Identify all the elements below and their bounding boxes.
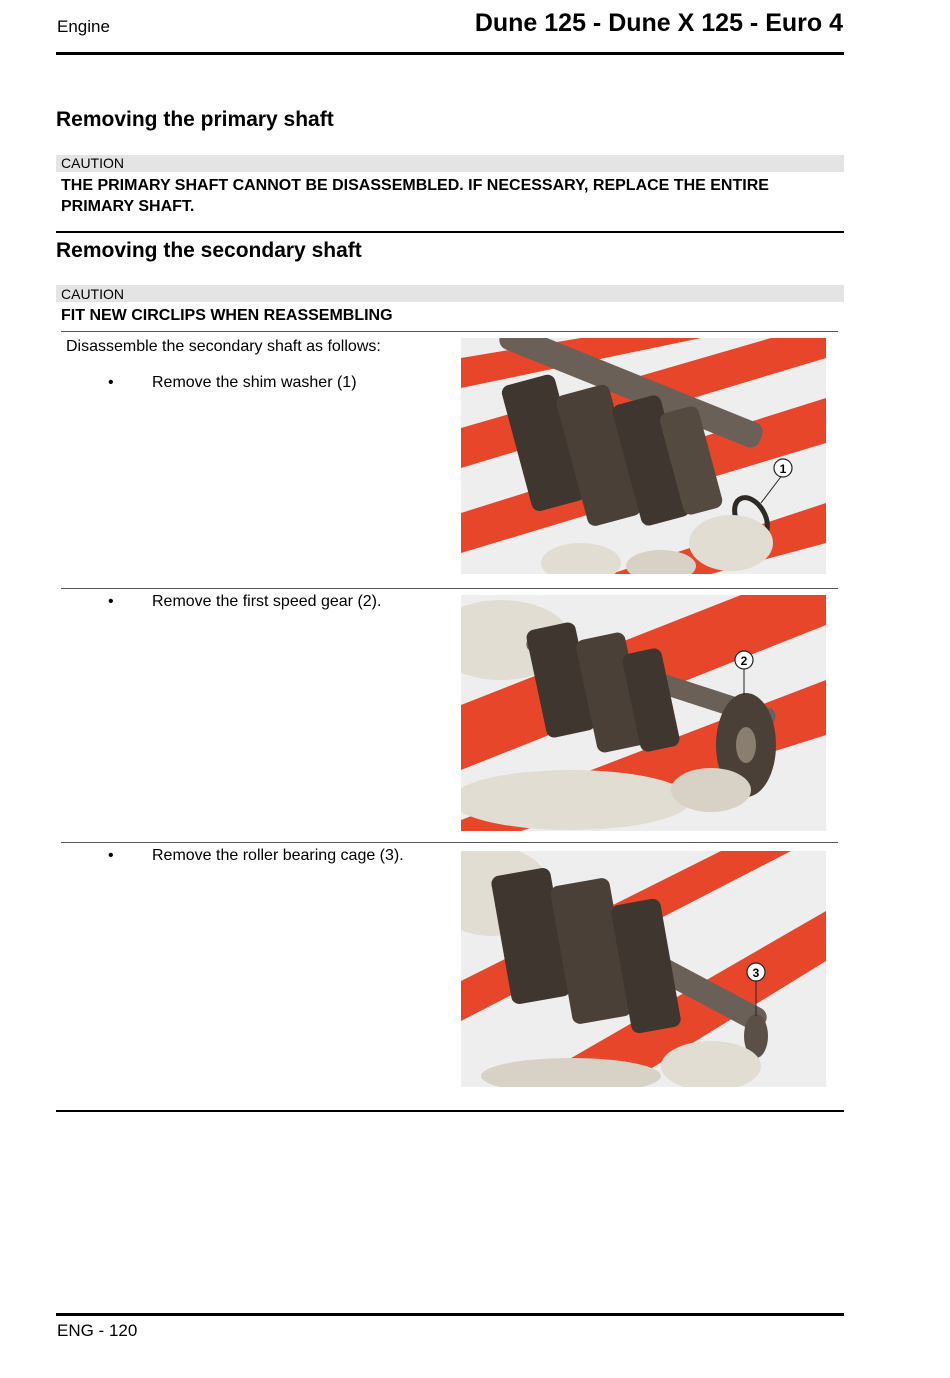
photo-first-speed-gear-graphic (461, 595, 826, 831)
callout-1: 1 (779, 462, 787, 476)
bullet-2: • (108, 593, 114, 610)
bullet-3: • (108, 847, 114, 864)
row-2-rule (61, 842, 838, 843)
photo-shim-washer (461, 338, 826, 574)
row-1-rule (61, 588, 838, 589)
document-title: Dune 125 - Dune X 125 - Euro 4 (474, 9, 843, 37)
primary-section-rule (56, 231, 844, 233)
bullet-1: • (108, 374, 114, 391)
step-1-text: Remove the shim washer (1) (152, 374, 357, 391)
secondary-caution-label: CAUTION (61, 286, 124, 302)
photo-shim-washer-graphic (461, 338, 826, 574)
footer-rule (56, 1313, 844, 1316)
header-rule (56, 52, 844, 55)
primary-shaft-heading: Removing the primary shaft (56, 108, 334, 131)
secondary-shaft-heading: Removing the secondary shaft (56, 239, 362, 262)
page-number: ENG - 120 (57, 1321, 138, 1340)
callout-2: 2 (740, 654, 748, 668)
photo-roller-bearing-cage-graphic (461, 851, 826, 1087)
secondary-caution-text: FIT NEW CIRCLIPS WHEN REASSEMBLING (61, 307, 393, 324)
section-label: Engine (57, 17, 110, 36)
step-3-text: Remove the roller bearing cage (3). (152, 847, 404, 864)
primary-caution-text: THE PRIMARY SHAFT CANNOT BE DISASSEMBLED. IF NECESSARY, REPLACE THE ENTIRE PRIMARY SHAFT. (61, 177, 769, 215)
primary-caution-label: CAUTION (61, 155, 124, 171)
section-end-rule (56, 1110, 844, 1112)
primary-caution-bar (56, 155, 844, 172)
photo-first-speed-gear (461, 595, 826, 831)
photo-roller-bearing-cage (461, 851, 826, 1087)
table-top-rule (61, 331, 838, 332)
intro-text: Disassemble the secondary shaft as follows: (66, 338, 381, 355)
secondary-caution-bar (56, 285, 844, 302)
callout-3: 3 (752, 966, 760, 980)
step-2-text: Remove the first speed gear (2). (152, 593, 382, 610)
